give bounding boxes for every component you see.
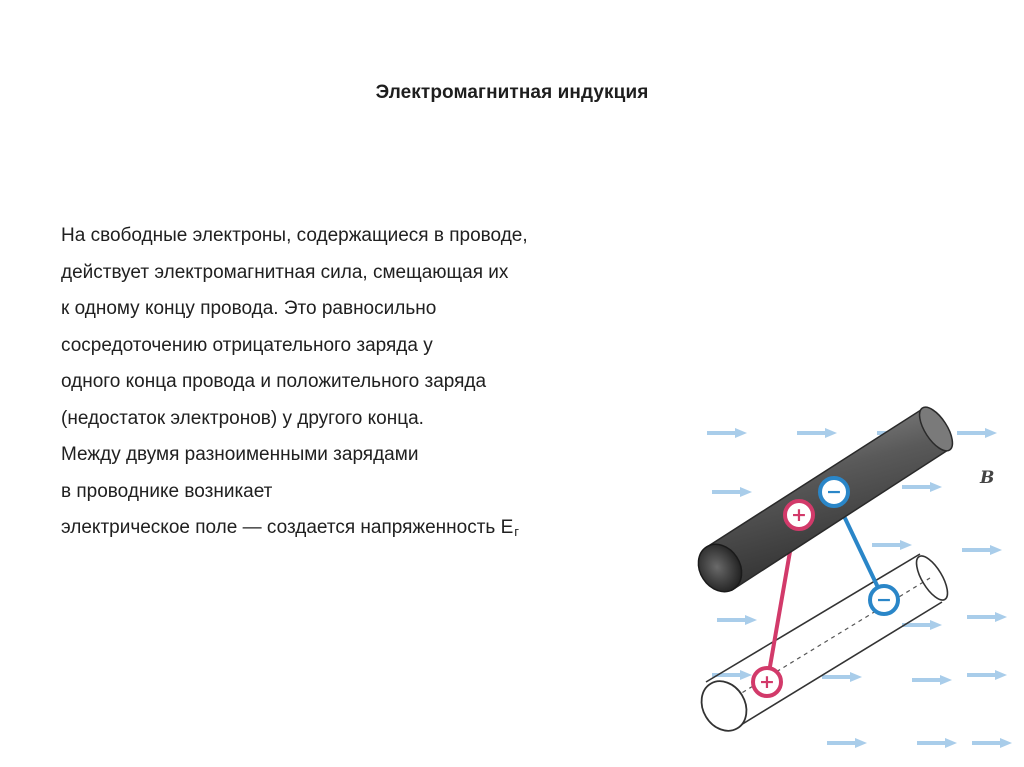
body-text	[61, 218, 661, 551]
magnetic-field-arrow-icon	[957, 428, 997, 438]
magnetic-field-arrow-icon	[797, 428, 837, 438]
svg-text:+: +	[759, 671, 775, 693]
field-subscript: г	[514, 524, 520, 539]
svg-text:−: −	[826, 481, 842, 503]
body-line: На свободные электроны, содержащиеся в проводе,	[61, 225, 528, 246]
negative-charge-top-icon	[820, 478, 848, 506]
body-line-text: электрическое поле — создается напряженность E	[61, 517, 514, 538]
slide-title: Электромагнитная индукция	[375, 82, 649, 103]
magnetic-field-arrow-icon	[917, 738, 957, 748]
magnetic-field-arrow-icon	[712, 487, 752, 497]
negative-charge-bottom-icon	[870, 586, 898, 614]
magnetic-field-arrow-icon	[872, 540, 912, 550]
magnetic-field-arrow-icon	[902, 482, 942, 492]
body-line: (недостаток электронов) у другого конца.	[61, 407, 424, 429]
magnetic-field-arrow-icon	[967, 670, 1007, 680]
svg-text:−: −	[876, 589, 892, 611]
body-line: в проводнике возникает	[61, 480, 273, 502]
body-line: Между двумя разноименными зарядами	[61, 444, 419, 465]
positive-charge-bottom-icon	[753, 668, 781, 696]
induction-figure	[672, 250, 1024, 767]
body-line: к одному концу провода. Это равносильно	[61, 298, 437, 319]
magnetic-field-arrow-icon	[967, 612, 1007, 622]
body-line-last	[61, 510, 661, 551]
field-label-b: B	[980, 468, 995, 488]
positive-charge-top-icon	[785, 501, 813, 529]
body-line: сосредоточению отрицательного заряда у	[61, 334, 433, 356]
magnetic-field-arrow-icon	[912, 675, 952, 685]
svg-text:+: +	[791, 504, 807, 526]
magnetic-field-arrow-icon	[902, 620, 942, 630]
body-line: действует электромагнитная сила, смещающая их	[61, 261, 509, 283]
body-line: одного конца провода и положительного заряда	[61, 371, 487, 392]
magnetic-field-arrow-icon	[717, 615, 757, 625]
magnetic-field-arrow-icon	[707, 428, 747, 438]
magnetic-field-arrow-icon	[827, 738, 867, 748]
magnetic-field-arrow-icon	[962, 545, 1002, 555]
magnetic-field-arrow-icon	[822, 672, 862, 682]
induction-diagram	[672, 250, 1024, 767]
magnetic-field-arrow-icon	[972, 738, 1012, 748]
